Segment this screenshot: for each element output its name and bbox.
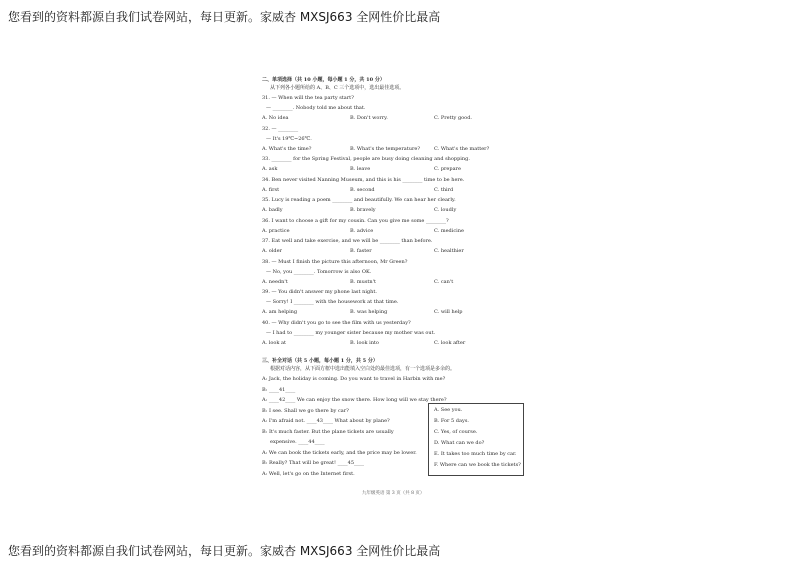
answer-option: A. look at <box>262 339 287 346</box>
answer-option: C. Pretty good. <box>434 115 472 121</box>
question-stem: 35. Lucy is reading a poem ________ and beautifully. We can hear her clearly. <box>262 197 456 203</box>
answer-option: B. What's the temperature? <box>350 145 421 152</box>
question-stem: — Sorry! I ________ with the housework at that time. <box>266 299 399 305</box>
dialog-line: A: ____42____ We can enjoy the snow there. How long will we stay there? <box>262 397 447 403</box>
page-footer: 九年级英语 第 3 页（共 8 页） <box>362 491 425 496</box>
top-banner-text: 您看到的资料都源自我们试卷网站，每日更新。家威杏 MXSJ663 全网性价比最高 <box>8 10 441 24</box>
question-stem: 36. I want to choose a gift for my cousin. Can you give me some ________? <box>262 217 449 224</box>
answer-option: B. leave <box>350 166 371 172</box>
question-stem: — I had to ________ my younger sister because my mother was out. <box>266 329 436 336</box>
answer-option: C. prepare <box>434 166 461 172</box>
answer-option: B. was helping <box>350 309 388 315</box>
question-stem: 39. — You didn't answer my phone last night. <box>262 289 377 295</box>
dialog-line: A: Jack, the holiday is coming. Do you want to travel in Harbin with me? <box>262 376 446 382</box>
answer-option: B. advice <box>350 227 374 234</box>
dialog-option: F. Where can we book the tickets? <box>434 462 521 468</box>
dialog-option: D. What can we do? <box>434 440 485 446</box>
answer-option: C. third <box>434 186 454 193</box>
question-stem: 40. — Why didn't you go to see the film with us yesterday? <box>262 319 411 326</box>
dialog-line: A: I'm afraid not. ____43____ What about by plane? <box>262 418 390 424</box>
answer-option: B. bravely <box>350 207 376 213</box>
section-2-instruction: 从下列各小题所给的 A、B、C 三个选项中，选出最佳选项。 <box>270 85 405 91</box>
answer-option: A. needn't <box>262 278 288 285</box>
dialog-line: B: ____41____ <box>262 386 296 393</box>
dialog-line: B: I see. Shall we go there by car? <box>262 407 349 414</box>
answer-option: C. look after <box>434 339 466 346</box>
dialog-line: A: Well, let's go on the Internet first. <box>262 470 355 477</box>
answer-option: A. older <box>262 248 282 254</box>
answer-option: C. What's the matter? <box>434 145 490 152</box>
section-3-title: 三、补全对话（共 5 小题，每小题 1 分，共 5 分） <box>262 358 378 364</box>
question-stem: — No, you ________. Tomorrow is also OK. <box>266 268 372 275</box>
dialog-line: A: We can book the tickets early, and the price may be lower. <box>262 449 417 456</box>
answer-option: A. No idea <box>262 115 289 121</box>
bottom-banner-text: 您看到的资料都源自我们试卷网站，每日更新。家威杏 MXSJ663 全网性价比最高 <box>8 544 441 558</box>
options-box <box>428 403 524 476</box>
answer-option: C. healthier <box>434 248 464 254</box>
answer-option: A. am helping <box>262 309 298 315</box>
dialog-line: expensive. ____44____ <box>270 439 325 445</box>
answer-option: A. What's the time? <box>262 145 312 152</box>
dialog-option: B. For 5 days. <box>434 418 469 424</box>
answer-option: A. practice <box>262 227 290 234</box>
dialog-option: C. Yes, of course. <box>434 429 478 435</box>
section-2-title: 二、单项选择（共 10 小题，每小题 1 分，共 10 分） <box>262 77 385 83</box>
answer-option: B. Don't worry. <box>350 115 388 121</box>
question-stem: — ________. Nobody told me about that. <box>266 105 366 111</box>
answer-option: B. second <box>350 186 375 193</box>
answer-option: C. can't <box>434 278 454 285</box>
dialog-option: A. See you. <box>434 407 463 413</box>
answer-option: A. first <box>262 186 280 193</box>
answer-option: C. will help <box>434 309 463 315</box>
answer-option: C. medicine <box>434 227 464 234</box>
answer-option: B. faster <box>350 248 372 254</box>
dialog-line: B: It's much faster. But the plane tickets are usually <box>262 428 394 435</box>
question-stem: 31. — When will the tea party start? <box>262 95 354 101</box>
question-stem: 37. Eat well and take exercise, and we will be ________ than before. <box>262 238 433 244</box>
section-3-instruction: 根据对话内容，从下面方框中选出能填入空白处的最佳选项，有一个选项是多余的。 <box>270 366 456 372</box>
dialog-line: B: Really? That will be great! ____45____ <box>262 460 364 466</box>
answer-option: C. loudly <box>434 207 457 213</box>
question-stem: 32. — ________ <box>262 125 299 132</box>
answer-option: A. ask <box>262 166 278 172</box>
answer-option: A. badly <box>262 207 283 213</box>
question-stem: 38. — Must I finish the picture this afternoon, Mr Green? <box>262 258 408 265</box>
question-stem: 33. ________ for the Spring Festival, people are busy doing cleaning and shopping. <box>262 156 470 162</box>
dialog-option: E. It takes too much time by car. <box>434 451 517 457</box>
question-stem: 34. Ben never visited Nanning Museum, and this is his ________ time to be here. <box>262 176 465 183</box>
question-stem: — It's 19℃~26℃. <box>266 135 312 142</box>
answer-option: B. mustn't <box>350 278 376 285</box>
answer-option: B. look into <box>350 339 379 346</box>
